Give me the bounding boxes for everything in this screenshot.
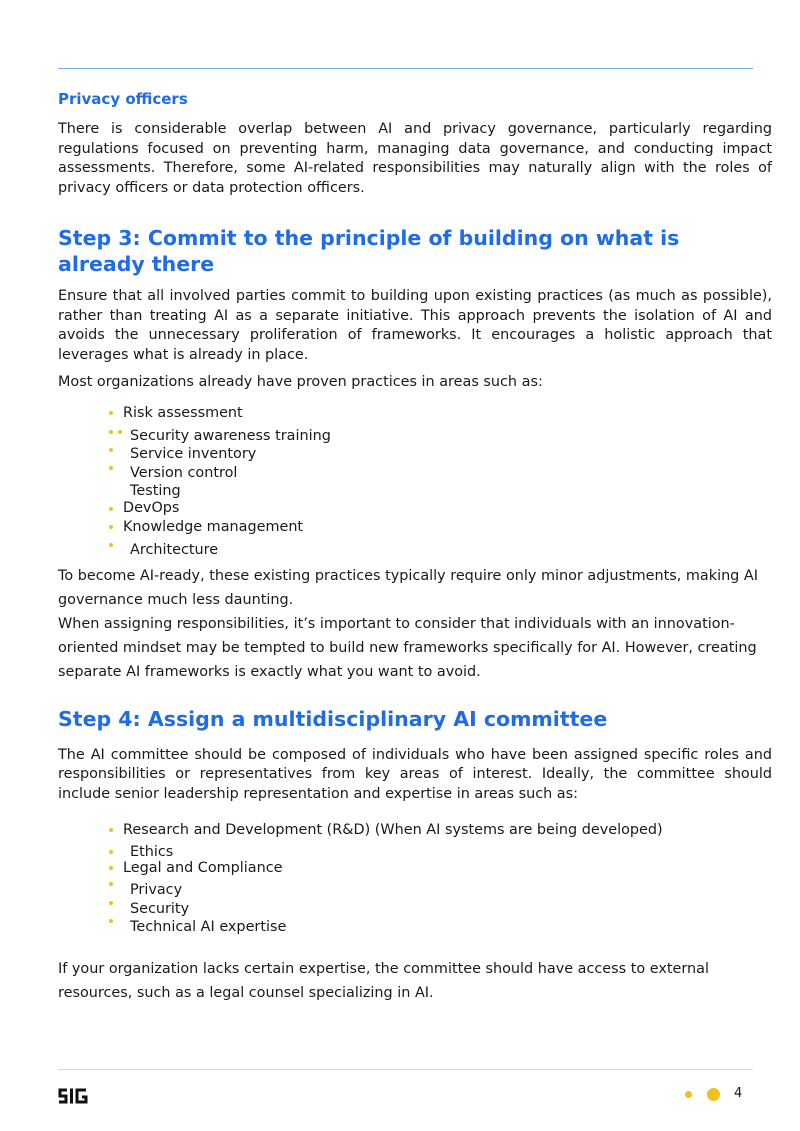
list-item: Knowledge management [123, 518, 304, 535]
page-number: 4 [734, 1086, 743, 1101]
list-item: Architecture [130, 541, 219, 558]
step3-paragraph-2: Most organizations already have proven practices in areas such as: [58, 374, 543, 390]
list-item: Version control [130, 464, 238, 481]
bullet-dot-icon [109, 901, 113, 905]
sig-logo [58, 1087, 88, 1105]
step3-paragraph-3: To become AI-ready, these existing practices typically require only minor adjustments, making AI governance much less daunting. [58, 567, 758, 608]
list-item: Security [130, 901, 190, 917]
small-dot-icon [685, 1091, 692, 1098]
page-content [58, 90, 772, 1005]
step4-paragraph-1: The AI committee should be composed of individuals who have been assigned specific roles and responsibilities or representatives from key areas of interest. Ideally, the committee should include senior leadership representation and expertise in areas such as: [58, 746, 772, 802]
bullet-dot-icon [109, 919, 113, 923]
large-dot-icon [707, 1088, 720, 1101]
bullet-dot-icon [109, 828, 113, 832]
list-item: Service inventory [130, 445, 257, 462]
bullet-dot-icon [109, 866, 113, 870]
step3-heading: Step 3: Commit to the principle of building on what is already there [58, 226, 680, 276]
list-item: Risk assessment [123, 404, 243, 421]
step4-expertise-list [58, 804, 772, 950]
privacy-officers-heading: Privacy officers [58, 90, 188, 108]
top-divider [58, 68, 753, 69]
list-item: DevOps [123, 499, 180, 516]
list-item: Legal and Compliance [123, 860, 283, 876]
bullet-dot-icon [109, 411, 113, 415]
step3-paragraph-4: When assigning responsibilities, it’s important to consider that individuals with an innovation-oriented mindset may be tempted to build new frameworks specifically for AI. However, creating separate AI frameworks is exactly what you want to avoid. [58, 615, 757, 680]
list-item: Testing [130, 482, 181, 499]
list-item: Research and Development (R&D) (When AI systems are being developed) [123, 822, 663, 838]
bullet-dot-icon [109, 430, 113, 434]
bullet-dot-icon [109, 543, 113, 547]
step3-paragraph-1: Ensure that all involved parties commit to building upon existing practices (as much as possible), rather than treating AI as a separate initiative. This approach prevents the isolation of AI and avoids the unnecessary proliferation of frameworks. It encourages a holistic approach that leverages what is already in place. [58, 288, 772, 363]
list-item: Security awareness training [130, 427, 331, 444]
bullet-dot-icon [109, 850, 113, 854]
step4-heading: Step 4: Assign a multidisciplinary AI committee [58, 706, 608, 731]
step4-paragraph-2: If your organization lacks certain expertise, the committee should have access to external resources, such as a legal counsel specializing in AI. [58, 961, 709, 1001]
bullet-dot-icon [109, 466, 113, 470]
step3-practices-list [58, 393, 772, 558]
bullet-dot-icon [109, 448, 113, 452]
footer-divider [58, 1069, 753, 1070]
bullet-dot-icon [109, 525, 113, 529]
list-item: Technical AI expertise [130, 919, 287, 935]
bullet-dot-icon [118, 430, 122, 434]
list-item: Ethics [130, 844, 174, 860]
list-item: Privacy [130, 882, 183, 898]
bullet-dot-icon [109, 882, 113, 886]
privacy-officers-paragraph: There is considerable overlap between AI and privacy governance, particularly regarding regulations focused on preventing harm, managing data governance, and conducting impact assessments. Therefore, some AI-related responsibilities may naturally align with the roles of privacy officers or data protection officers. [58, 121, 772, 196]
bullet-dot-icon [109, 507, 113, 511]
